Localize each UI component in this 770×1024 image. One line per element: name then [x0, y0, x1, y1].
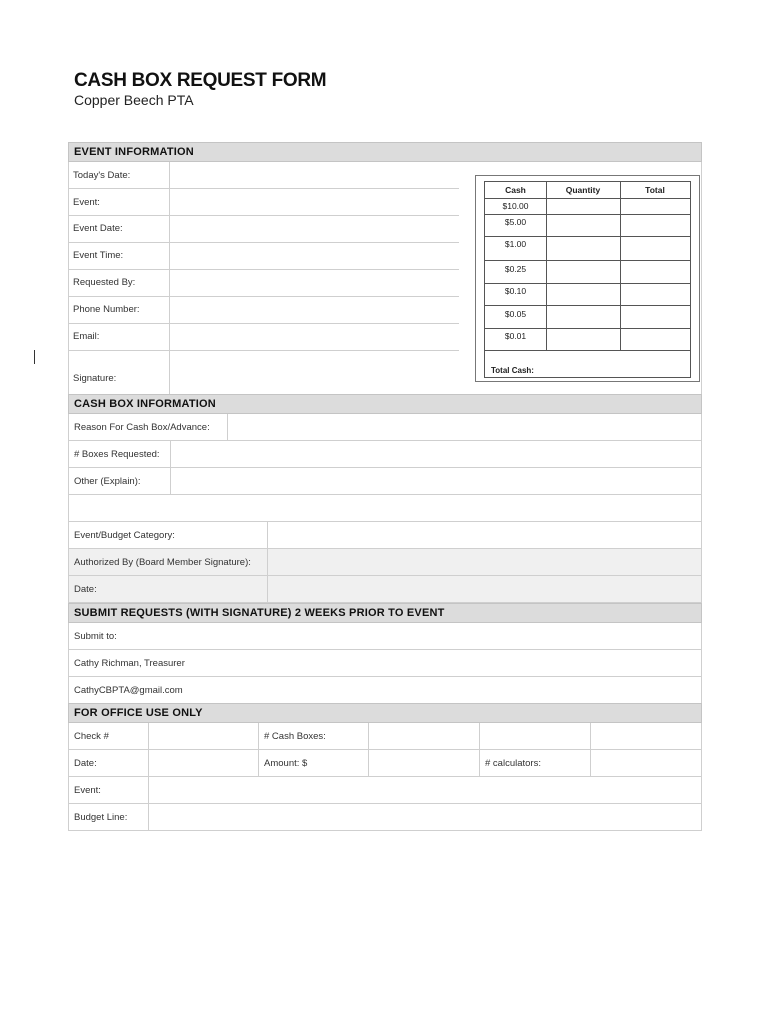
denomination-025: $0.25 [504, 264, 527, 274]
office-row-1 [68, 723, 702, 750]
total-1-field[interactable] [621, 237, 690, 260]
email-field[interactable] [170, 324, 459, 350]
phone-number-label: Phone Number: [73, 304, 140, 315]
cash-boxes-label: # Cash Boxes: [258, 723, 368, 749]
signature-label: Signature: [73, 373, 117, 384]
office-row-3 [68, 777, 702, 804]
budget-line-field[interactable] [148, 804, 701, 830]
denomination-1: $1.00 [504, 239, 527, 249]
event-time-field[interactable] [170, 243, 459, 269]
office-use-heading: FOR OFFICE USE ONLY [68, 703, 702, 723]
authorized-by-label: Authorized By (Board Member Signature): [74, 557, 251, 568]
row-divider [485, 350, 690, 351]
amount-label: Amount: $ [258, 750, 368, 776]
form-title: CASH BOX REQUEST FORM [74, 70, 327, 91]
total-025-field[interactable] [621, 261, 690, 283]
amount-field[interactable] [368, 750, 479, 776]
office-event-field[interactable] [148, 777, 701, 803]
quantity-column-header: Quantity [565, 185, 601, 195]
other-row [68, 468, 702, 495]
cash-boxes-field[interactable] [368, 723, 479, 749]
total-cash-label: Total Cash: [491, 366, 534, 375]
office-date-field[interactable] [148, 750, 258, 776]
cash-denomination-table [484, 181, 691, 378]
text-cursor [34, 350, 35, 364]
event-field[interactable] [170, 189, 459, 215]
total-column-header: Total [645, 185, 665, 195]
signature-field[interactable] [170, 351, 459, 393]
requested-by-field[interactable] [170, 270, 459, 296]
budget-line-label: Budget Line: [74, 812, 128, 823]
auth-date-field[interactable] [267, 576, 701, 602]
event-label: Event: [73, 197, 100, 208]
todays-date-field[interactable] [170, 162, 459, 188]
office-event-label: Event: [74, 785, 101, 796]
reason-row [68, 414, 702, 441]
cash-box-info-heading: CASH BOX INFORMATION [68, 394, 702, 414]
auth-date-label: Date: [74, 584, 97, 595]
todays-date-label: Today's Date: [73, 170, 131, 181]
quantity-010-field[interactable] [547, 284, 620, 305]
reason-field[interactable] [227, 414, 701, 440]
office-row-4 [68, 804, 702, 831]
authorized-row [68, 549, 702, 576]
other-explain-label: Other (Explain): [74, 476, 141, 487]
section-left-border [68, 162, 69, 394]
office-date-label: Date: [74, 758, 97, 769]
reason-label: Reason For Cash Box/Advance: [74, 422, 210, 433]
submit-to-row [68, 623, 702, 650]
treasurer-email[interactable]: CathyCBPTA@gmail.com [74, 685, 183, 696]
authorized-by-field[interactable] [267, 549, 701, 575]
boxes-row [68, 441, 702, 468]
requested-by-label: Requested By: [73, 277, 136, 288]
event-info-heading: EVENT INFORMATION [68, 142, 702, 162]
event-time-label: Event Time: [73, 250, 124, 261]
email-label: Email: [73, 331, 100, 342]
calculators-field[interactable] [590, 750, 701, 776]
treasurer-name: Cathy Richman, Treasurer [74, 658, 185, 669]
organization-name: Copper Beech PTA [74, 92, 194, 108]
quantity-1-field[interactable] [547, 237, 620, 260]
office-blank-cell [479, 723, 590, 749]
check-number-field[interactable] [148, 723, 258, 749]
check-number-label: Check # [74, 731, 109, 742]
treasurer-row [68, 650, 702, 677]
section-right-border [701, 162, 702, 394]
boxes-requested-field[interactable] [170, 441, 701, 467]
submit-heading: SUBMIT REQUESTS (WITH SIGNATURE) 2 WEEKS PRIOR TO EVENT [68, 603, 702, 623]
quantity-025-field[interactable] [547, 261, 620, 283]
category-row [68, 522, 702, 549]
total-10-field[interactable] [621, 199, 690, 214]
boxes-requested-label: # Boxes Requested: [74, 449, 160, 460]
total-cash-field[interactable] [565, 352, 689, 377]
other-explain-continuation[interactable] [68, 495, 702, 522]
total-5-field[interactable] [621, 215, 690, 235]
office-blank-field[interactable] [590, 723, 701, 749]
budget-category-field[interactable] [267, 522, 701, 548]
quantity-005-field[interactable] [547, 306, 620, 328]
cash-column-header: Cash [505, 185, 526, 195]
other-explain-field[interactable] [170, 468, 701, 494]
event-date-field[interactable] [170, 216, 459, 242]
total-005-field[interactable] [621, 306, 690, 328]
total-001-field[interactable] [621, 329, 690, 350]
total-010-field[interactable] [621, 284, 690, 305]
office-row-2 [68, 750, 702, 777]
treasurer-email-row [68, 677, 702, 704]
denomination-10: $10.00 [502, 201, 529, 211]
phone-number-field[interactable] [170, 297, 459, 323]
quantity-10-field[interactable] [547, 199, 620, 214]
denomination-001: $0.01 [504, 331, 527, 341]
denomination-005: $0.05 [504, 309, 527, 319]
quantity-5-field[interactable] [547, 215, 620, 235]
denomination-5: $5.00 [504, 217, 527, 227]
quantity-001-field[interactable] [547, 329, 620, 350]
auth-date-row [68, 576, 702, 603]
submit-to-label: Submit to: [74, 631, 117, 642]
denomination-010: $0.10 [504, 286, 527, 296]
budget-category-label: Event/Budget Category: [74, 530, 175, 541]
event-date-label: Event Date: [73, 223, 123, 234]
calculators-label: # calculators: [479, 750, 590, 776]
